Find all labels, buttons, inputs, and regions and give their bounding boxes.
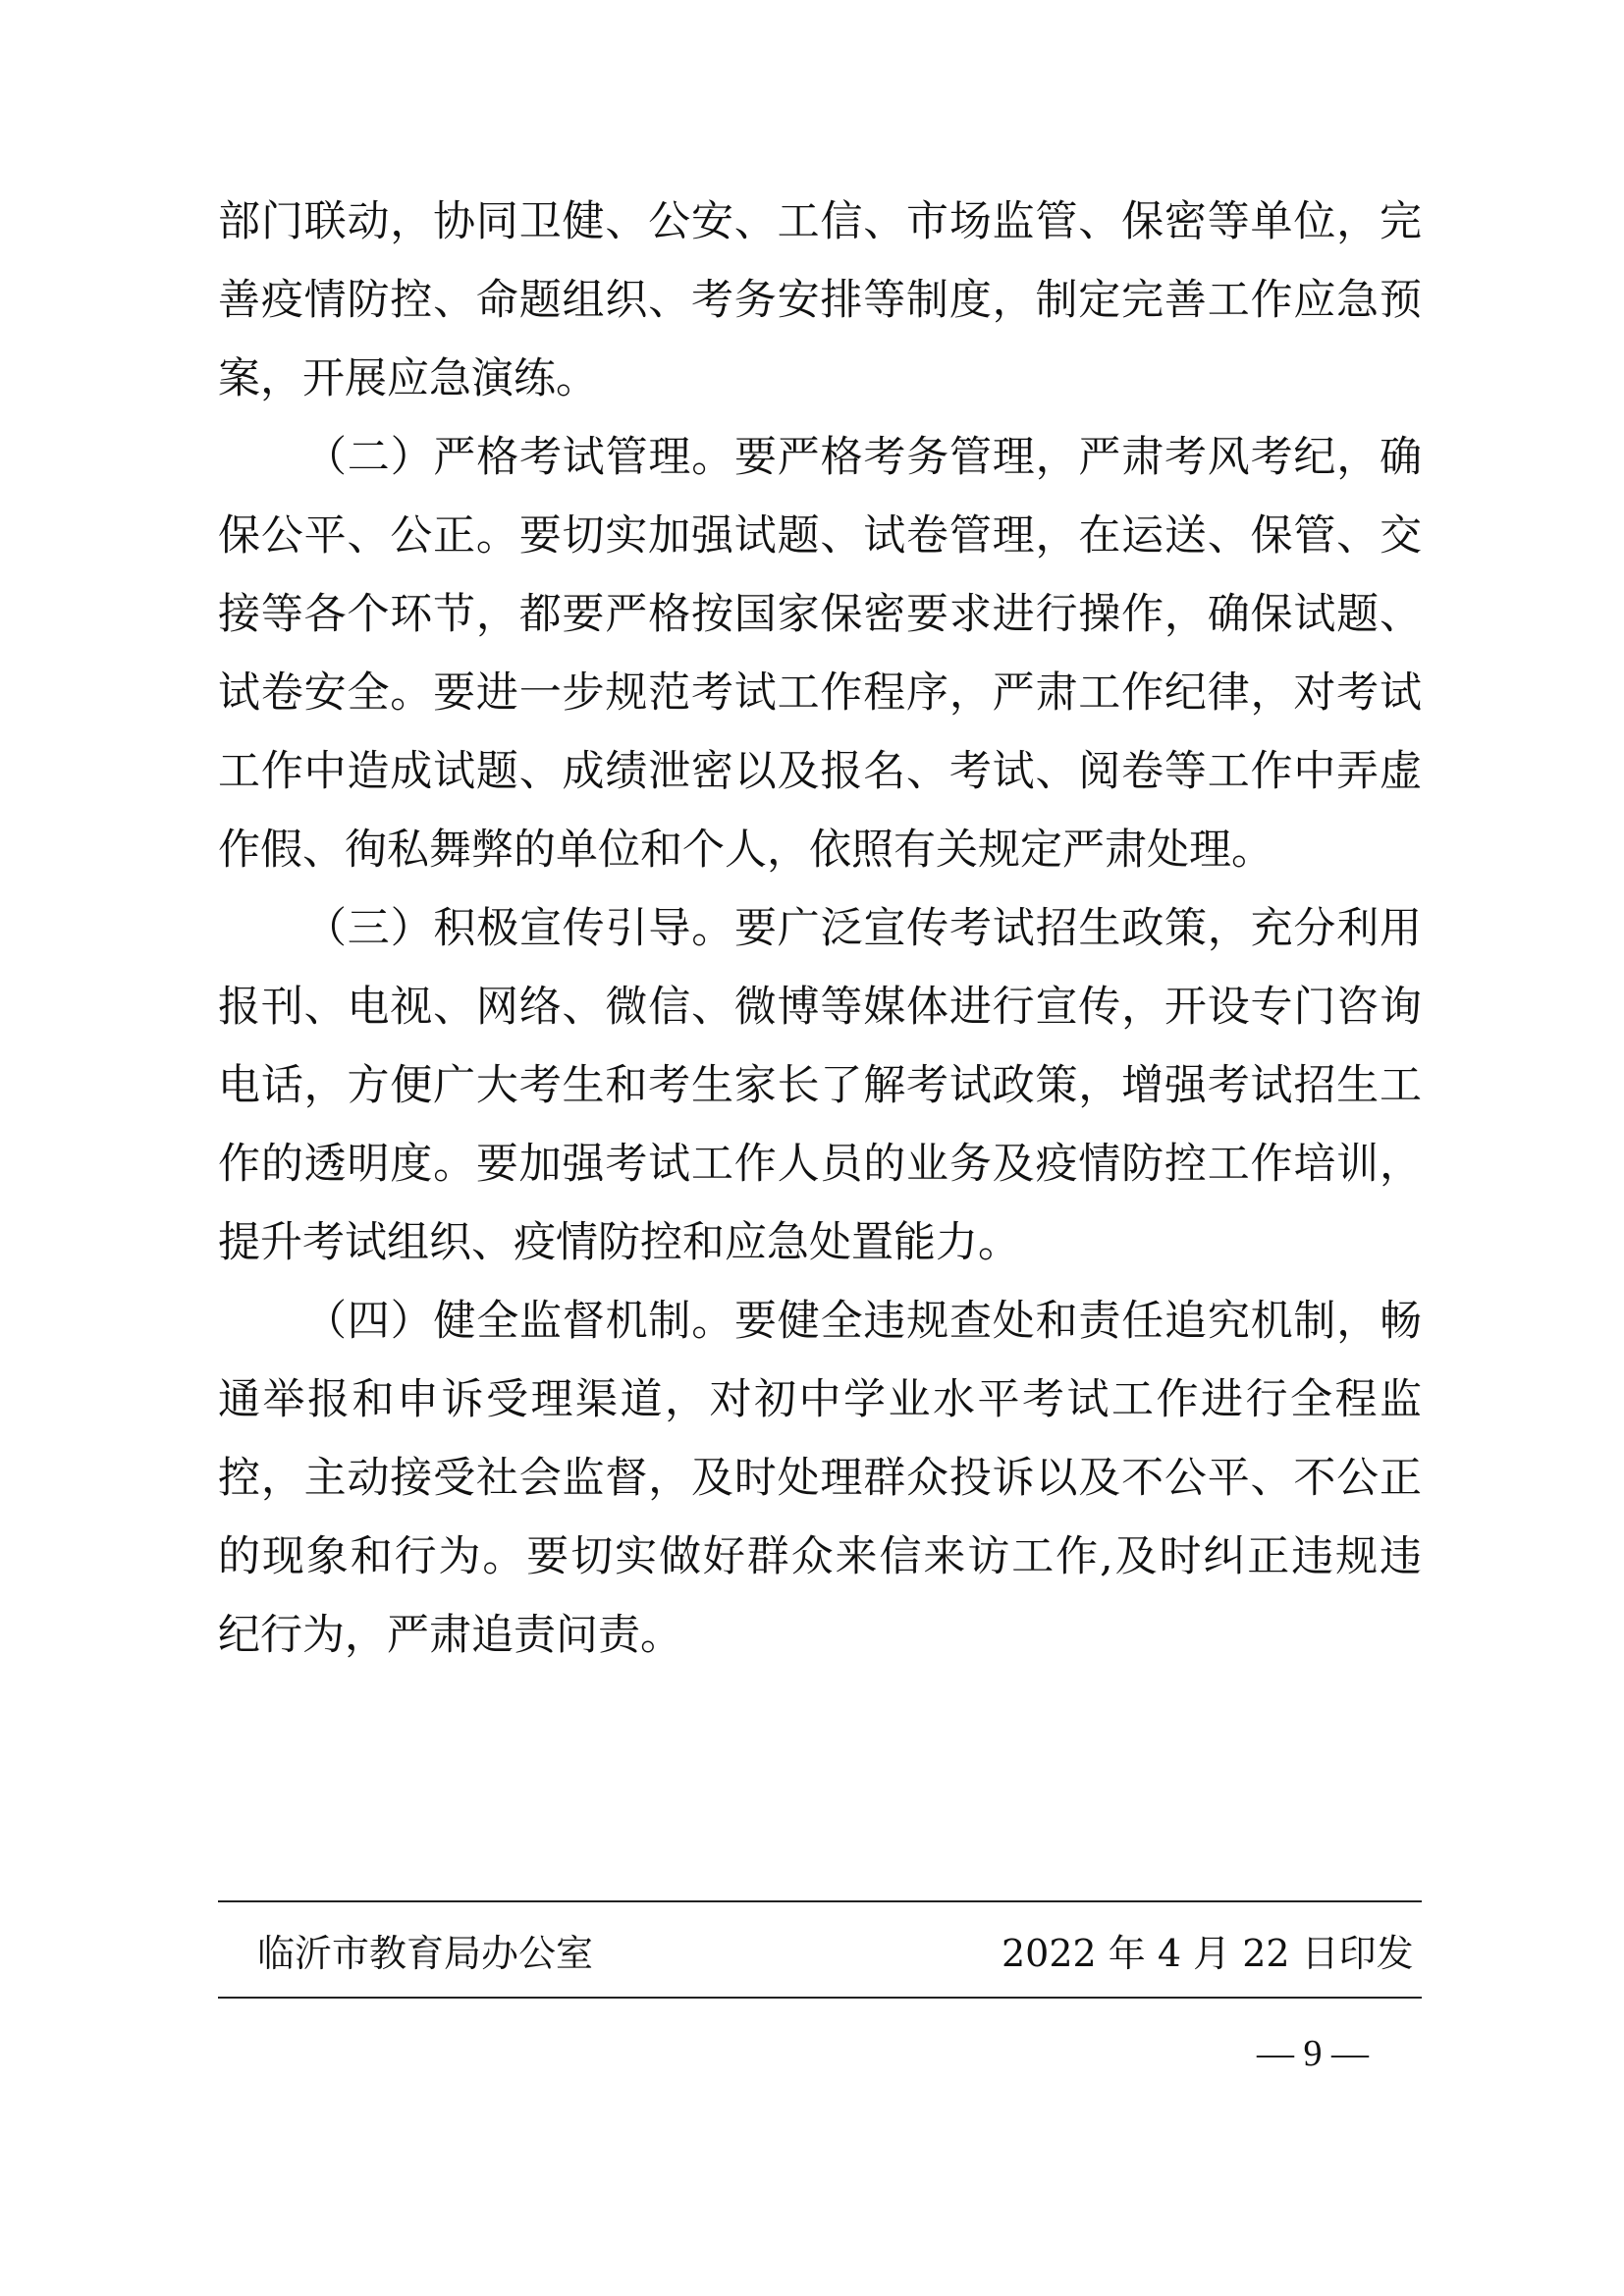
paragraph-line: 部门联动，协同卫健、公安、工信、市场监管、保密等单位，完 <box>218 197 1422 246</box>
section-heading-line: （三）积极宣传引导。要广泛宣传考试招生政策，充分利用 <box>304 904 1422 953</box>
paragraph-line: 通举报和申诉受理渠道，对初中学业水平考试工作进行全程监 <box>218 1375 1422 1424</box>
paragraph-line: 工作中造成试题、成绩泄密以及报名、考试、阅卷等工作中弄虚 <box>218 747 1422 796</box>
footer-bottom-rule <box>218 1997 1422 1999</box>
paragraph-line: 作的透明度。要加强考试工作人员的业务及疫情防控工作培训， <box>218 1140 1422 1189</box>
issuing-office: 临沂市教育局办公室 <box>257 1932 594 1975</box>
paragraph-line: 的现象和行为。要切实做好群众来信来访工作,及时纠正违规违 <box>218 1532 1422 1581</box>
paragraph-line: 试卷安全。要进一步规范考试工作程序，严肃工作纪律，对考试 <box>218 668 1422 718</box>
paragraph-line: 提升考试组织、疫情防控和应急处置能力。 <box>218 1218 1020 1267</box>
paragraph-line: 案，开展应急演练。 <box>218 354 598 403</box>
page-number: — 9 — <box>1257 2033 1369 2074</box>
paragraph-line: 电话，方便广大考生和考生家长了解考试政策，增强考试招生工 <box>218 1061 1422 1110</box>
paragraph-line: 纪行为，严肃追责问责。 <box>218 1611 682 1660</box>
section-heading-line: （二）严格考试管理。要严格考务管理，严肃考风考纪，确 <box>304 433 1422 482</box>
footer-top-rule <box>218 1900 1422 1902</box>
paragraph-line: 作假、徇私舞弊的单位和个人，依照有关规定严肃处理。 <box>218 826 1273 875</box>
paragraph-line: 接等各个环节，都要严格按国家保密要求进行操作，确保试题、 <box>218 590 1422 639</box>
issue-date: 2022 年 4 月 22 日印发 <box>1001 1932 1414 1975</box>
paragraph-line: 报刊、电视、网络、微信、微博等媒体进行宣传，开设专门咨询 <box>218 983 1422 1032</box>
paragraph-line: 善疫情防控、命题组织、考务安排等制度，制定完善工作应急预 <box>218 276 1422 325</box>
paragraph-line: 控，主动接受社会监督，及时处理群众投诉以及不公平、不公正 <box>218 1454 1422 1503</box>
section-heading-line: （四）健全监督机制。要健全违规查处和责任追究机制，畅 <box>304 1297 1422 1346</box>
paragraph-line: 保公平、公正。要切实加强试题、试卷管理，在运送、保管、交 <box>218 511 1422 561</box>
